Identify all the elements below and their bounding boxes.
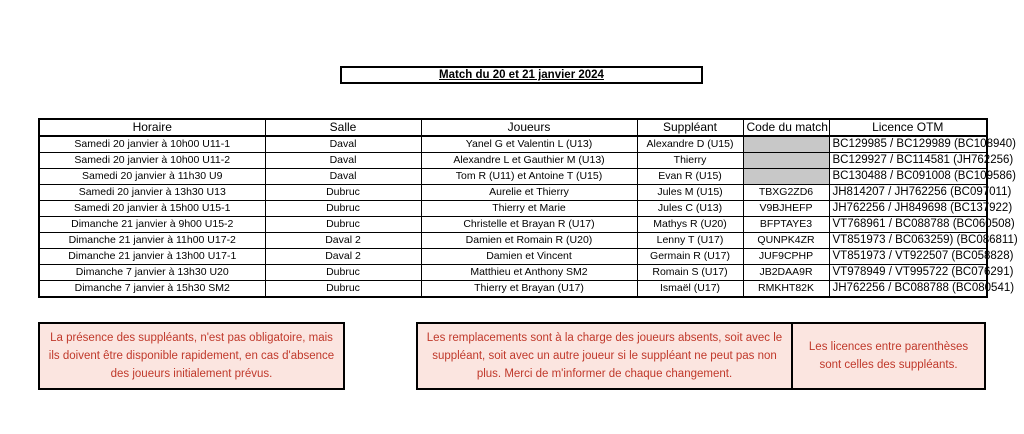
cell-salle: Dubruc bbox=[265, 281, 421, 298]
note-licences-parentheses-text: Les licences entre parenthèses sont celles des suppléants. bbox=[808, 341, 969, 371]
table-row bbox=[39, 185, 987, 201]
match-schedule-table bbox=[38, 118, 1018, 298]
cell-joueurs: Thierry et Marie bbox=[421, 201, 637, 217]
cell-code-du-match bbox=[743, 169, 829, 185]
column-header-joueurs: Joueurs bbox=[421, 119, 637, 136]
cell-joueurs: Christelle et Brayan R (U17) bbox=[421, 217, 637, 233]
cell-horaire: Dimanche 21 janvier à 11h00 U17-2 bbox=[39, 233, 265, 249]
cell-horaire: Dimanche 7 janvier à 15h30 SM2 bbox=[39, 281, 265, 298]
cell-licence-otm: VT851973 / VT922507 (BC058828) bbox=[829, 249, 987, 265]
cell-horaire: Samedi 20 janvier à 10h00 U11-1 bbox=[39, 136, 265, 153]
cell-code-du-match: RMKHT82K bbox=[743, 281, 829, 298]
note-remplacements-text: Les remplacements sont à la charge des joueurs absents, soit avec le suppléant, soit avec un autre joueur si le suppléant ne peut pas non plus. Merci de m'informer de chaque changement. bbox=[426, 332, 783, 380]
cell-salle: Dubruc bbox=[265, 201, 421, 217]
column-header-horaire: Horaire bbox=[39, 119, 265, 136]
table-row bbox=[39, 281, 987, 298]
cell-salle: Daval bbox=[265, 136, 421, 153]
cell-horaire: Samedi 20 janvier à 13h30 U13 bbox=[39, 185, 265, 201]
cell-code-du-match: V9BJHEFP bbox=[743, 201, 829, 217]
cell-licence-otm: VT851973 / BC063259) (BC086811) bbox=[829, 233, 987, 249]
cell-code-du-match: BFPTAYE3 bbox=[743, 217, 829, 233]
cell-horaire: Dimanche 21 janvier à 9h00 U15-2 bbox=[39, 217, 265, 233]
cell-horaire: Samedi 20 janvier à 10h00 U11-2 bbox=[39, 153, 265, 169]
cell-horaire: Samedi 20 janvier à 15h00 U15-1 bbox=[39, 201, 265, 217]
cell-horaire: Samedi 20 janvier à 11h30 U9 bbox=[39, 169, 265, 185]
table-row bbox=[39, 249, 987, 265]
cell-licence-otm: VT978949 / VT995722 (BC076291) bbox=[829, 265, 987, 281]
cell-code-du-match: TBXG2ZD6 bbox=[743, 185, 829, 201]
note-suppleants-presence-text: La présence des suppléants, n'est pas obligatoire, mais ils doivent être disponible rapidement, en cas d'absence des joueurs initialement prévus. bbox=[48, 332, 335, 380]
cell-joueurs: Thierry et Brayan (U17) bbox=[421, 281, 637, 298]
cell-suppleant: Ismaël (U17) bbox=[637, 281, 743, 298]
cell-joueurs: Aurelie et Thierry bbox=[421, 185, 637, 201]
cell-joueurs: Damien et Vincent bbox=[421, 249, 637, 265]
cell-suppleant: Romain S (U17) bbox=[637, 265, 743, 281]
cell-suppleant: Lenny T (U17) bbox=[637, 233, 743, 249]
table-row bbox=[39, 153, 987, 169]
cell-suppleant: Mathys R (U20) bbox=[637, 217, 743, 233]
cell-suppleant: Evan R (U15) bbox=[637, 169, 743, 185]
cell-horaire: Dimanche 7 janvier à 13h30 U20 bbox=[39, 265, 265, 281]
table-header-row bbox=[39, 119, 987, 136]
note-licences-parentheses bbox=[791, 322, 986, 390]
column-header-suppleant: Suppléant bbox=[637, 119, 743, 136]
column-header-code-du-match: Code du match bbox=[743, 119, 829, 136]
cell-salle: Daval 2 bbox=[265, 249, 421, 265]
cell-licence-otm: BC130488 / BC091008 (BC109586) bbox=[829, 169, 987, 185]
cell-suppleant: Germain R (U17) bbox=[637, 249, 743, 265]
note-remplacements bbox=[416, 322, 793, 390]
cell-joueurs: Tom R (U11) et Antoine T (U15) bbox=[421, 169, 637, 185]
cell-code-du-match bbox=[743, 153, 829, 169]
cell-licence-otm: BC129985 / BC129989 (BC108940) bbox=[829, 136, 987, 153]
column-header-licence-otm: Licence OTM bbox=[829, 119, 987, 136]
table-row bbox=[39, 265, 987, 281]
cell-licence-otm: JH814207 / JH762256 (BC097011) bbox=[829, 185, 987, 201]
cell-joueurs: Alexandre L et Gauthier M (U13) bbox=[421, 153, 637, 169]
table-row bbox=[39, 201, 987, 217]
cell-licence-otm: JH762256 / BC088788 (BC080541) bbox=[829, 281, 987, 298]
cell-salle: Daval 2 bbox=[265, 233, 421, 249]
cell-salle: Daval bbox=[265, 169, 421, 185]
cell-suppleant: Jules M (U15) bbox=[637, 185, 743, 201]
cell-code-du-match: JB2DAA9R bbox=[743, 265, 829, 281]
table-row bbox=[39, 233, 987, 249]
cell-horaire: Dimanche 21 janvier à 13h00 U17-1 bbox=[39, 249, 265, 265]
page-title: Match du 20 et 21 janvier 2024 bbox=[340, 66, 703, 84]
note-suppleants-presence bbox=[38, 322, 345, 390]
cell-licence-otm: VT768961 / BC088788 (BC060508) bbox=[829, 217, 987, 233]
column-header-salle: Salle bbox=[265, 119, 421, 136]
table-row bbox=[39, 169, 987, 185]
cell-code-du-match: JUF9CPHP bbox=[743, 249, 829, 265]
cell-suppleant: Thierry bbox=[637, 153, 743, 169]
cell-salle: Dubruc bbox=[265, 265, 421, 281]
cell-salle: Dubruc bbox=[265, 185, 421, 201]
cell-joueurs: Damien et Romain R (U20) bbox=[421, 233, 637, 249]
cell-salle: Daval bbox=[265, 153, 421, 169]
cell-suppleant: Jules C (U13) bbox=[637, 201, 743, 217]
cell-code-du-match bbox=[743, 136, 829, 153]
table-row bbox=[39, 217, 987, 233]
cell-salle: Dubruc bbox=[265, 217, 421, 233]
cell-licence-otm: BC129927 / BC114581 (JH762256) bbox=[829, 153, 987, 169]
cell-suppleant: Alexandre D (U15) bbox=[637, 136, 743, 153]
cell-joueurs: Yanel G et Valentin L (U13) bbox=[421, 136, 637, 153]
cell-joueurs: Matthieu et Anthony SM2 bbox=[421, 265, 637, 281]
cell-code-du-match: QUNPK4ZR bbox=[743, 233, 829, 249]
cell-licence-otm: JH762256 / JH849698 (BC137922) bbox=[829, 201, 987, 217]
table-row bbox=[39, 136, 987, 153]
